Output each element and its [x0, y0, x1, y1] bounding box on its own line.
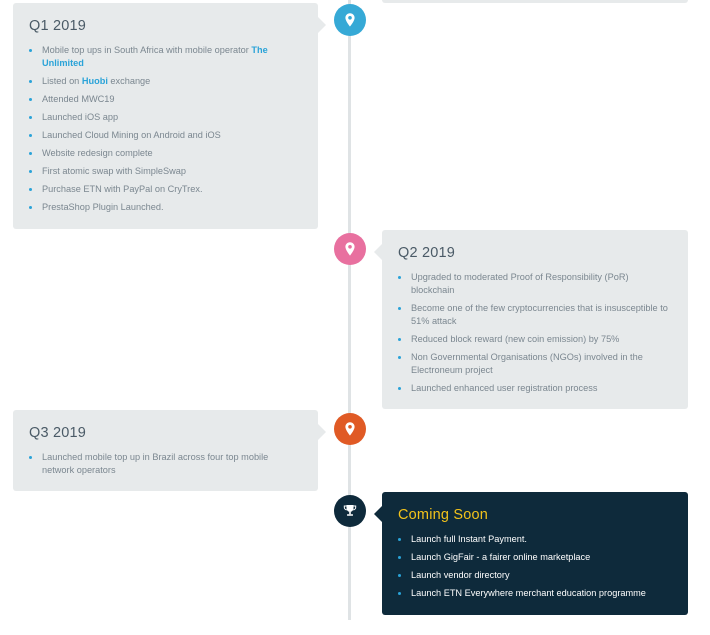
- q2-title: Q2 2019: [398, 245, 456, 261]
- list-item: Mobile top ups in South Africa with mobile operator The Unlimited: [29, 44, 302, 70]
- map-pin-icon: [342, 12, 358, 28]
- q1-2019-card: [13, 3, 318, 229]
- list-item: Attended MWC19: [29, 93, 302, 106]
- previous-card-edge: [382, 0, 688, 3]
- timeline-line: [348, 0, 351, 620]
- q3-title: Q3 2019: [29, 425, 87, 441]
- list-item: Purchase ETN with PayPal on CryTrex.: [29, 183, 302, 196]
- list-item: PrestaShop Plugin Launched.: [29, 201, 302, 214]
- list-item: Launched mobile top up in Brazil across four top mobile network operators: [29, 451, 302, 477]
- coming-soon-list: [398, 533, 672, 600]
- list-item: Launch ETN Everywhere merchant education programme: [398, 587, 672, 600]
- q2-list: [398, 271, 672, 395]
- trophy-icon: [342, 503, 358, 519]
- the-unlimited-link[interactable]: The Unlimited: [42, 45, 268, 68]
- q3-2019-card: [13, 410, 318, 491]
- coming-soon-title: Coming Soon: [398, 507, 489, 523]
- list-item: Website redesign complete: [29, 147, 302, 160]
- huobi-link[interactable]: Huobi: [81, 76, 108, 86]
- list-item: Launched enhanced user registration process: [398, 382, 672, 395]
- list-item: Become one of the few cryptocurrencies that is insusceptible to 51% attack: [398, 302, 672, 328]
- list-item: Launch GigFair - a fairer online marketplace: [398, 551, 672, 564]
- q2-marker: [334, 233, 366, 265]
- list-item: Launch full Instant Payment.: [398, 533, 672, 546]
- q1-list: [29, 44, 302, 214]
- list-item: Launched Cloud Mining on Android and iOS: [29, 129, 302, 142]
- q1-marker: [334, 4, 366, 36]
- list-item: First atomic swap with SimpleSwap: [29, 165, 302, 178]
- q1-title: Q1 2019: [29, 18, 87, 34]
- list-item: Non Governmental Organisations (NGOs) involved in the Electroneum project: [398, 351, 672, 377]
- coming-soon-marker: [334, 495, 366, 527]
- map-pin-icon: [342, 421, 358, 437]
- list-item: Upgraded to moderated Proof of Responsibility (PoR) blockchain: [398, 271, 672, 297]
- list-item: Launch vendor directory: [398, 569, 672, 582]
- q2-2019-card: [382, 230, 688, 409]
- coming-soon-card: [382, 492, 688, 615]
- q3-list: [29, 451, 302, 477]
- q3-marker: [334, 413, 366, 445]
- list-item: Reduced block reward (new coin emission) by 75%: [398, 333, 672, 346]
- list-item: Launched iOS app: [29, 111, 302, 124]
- list-item: Listed on Huobi exchange: [29, 75, 302, 88]
- map-pin-icon: [342, 241, 358, 257]
